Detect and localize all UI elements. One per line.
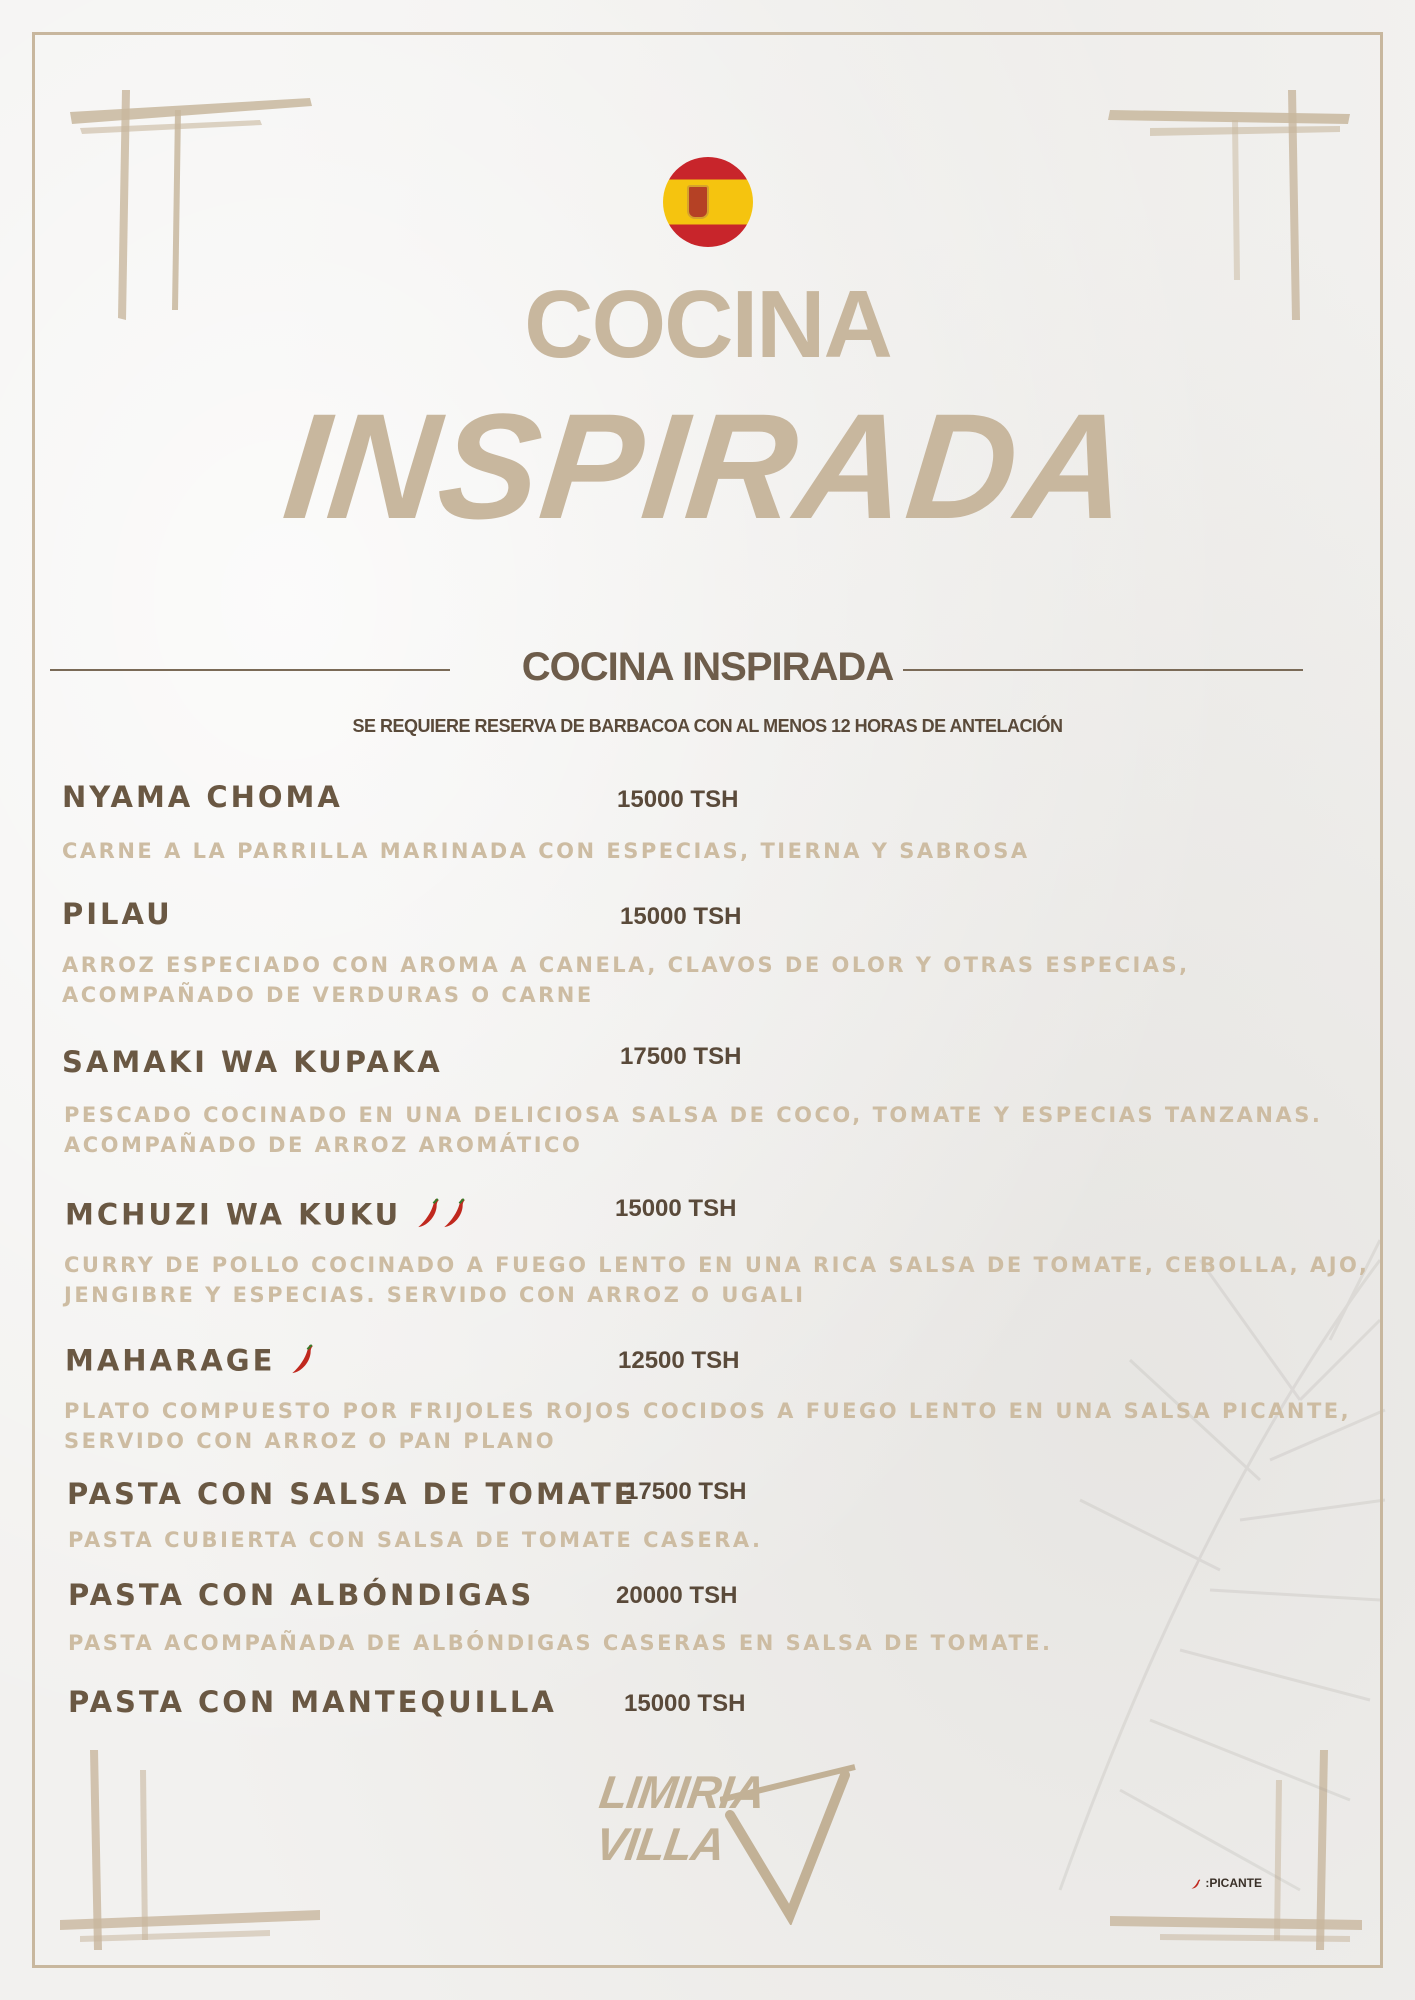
main-title-line1: COCINA xyxy=(524,271,891,378)
chili-pepper-icon xyxy=(289,1342,315,1376)
section-title: COCINA INSPIRADA xyxy=(521,645,894,689)
spain-flag-icon xyxy=(663,157,753,247)
menu-item-name xyxy=(68,1685,557,1719)
logo-text-line1: LIMIRIA xyxy=(596,1766,768,1818)
reservation-note: SE REQUIERE RESERVA DE BARBACOA CON AL MENOS 12 HORAS DE ANTELACIÓN xyxy=(352,716,1063,736)
menu-item-name-text: PILAU xyxy=(62,897,173,931)
coat-of-arms-icon xyxy=(687,185,709,219)
chili-pepper-icon xyxy=(415,1196,441,1230)
main-title-line2: INSPIRADA xyxy=(277,382,1138,550)
logo-text-line2: VILLA xyxy=(592,1818,728,1870)
menu-item-description: ACOMPAÑADO DE ARROZ AROMÁTICO xyxy=(64,1133,583,1157)
spicy-indicator xyxy=(415,1196,467,1237)
menu-item-description: CURRY DE POLLO COCINADO A FUEGO LENTO EN UNA RICA SALSA DE TOMATE, CEBOLLA, AJO, xyxy=(64,1253,1370,1277)
menu-item-price: 17500 TSH xyxy=(620,1043,742,1070)
menu-item-price: 12500 TSH xyxy=(618,1347,740,1374)
menu-item-name xyxy=(65,1196,467,1237)
menu-item-name xyxy=(67,1477,637,1511)
limiria-villa-logo xyxy=(590,1755,870,1925)
menu-item-description: ACOMPAÑADO DE VERDURAS O CARNE xyxy=(62,983,594,1007)
menu-item-description: PESCADO COCINADO EN UNA DELICIOSA SALSA DE COCO, TOMATE Y ESPECIAS TANZANAS. xyxy=(64,1103,1323,1127)
menu-item-price: 15000 TSH xyxy=(615,1195,737,1222)
menu-item-price: 15000 TSH xyxy=(617,786,739,813)
spicy-legend xyxy=(1190,1876,1262,1890)
menu-item-price: 15000 TSH xyxy=(624,1690,746,1717)
menu-item-name-text: SAMAKI WA KUPAKA xyxy=(62,1045,443,1079)
chili-pepper-icon xyxy=(441,1196,467,1230)
menu-item-description: CARNE A LA PARRILLA MARINADA CON ESPECIAS, TIERNA Y SABROSA xyxy=(62,839,1030,863)
logo-v-mark xyxy=(720,1755,860,1925)
menu-item-price: 17500 TSH xyxy=(625,1478,747,1505)
menu-item-name-text: PASTA CON SALSA DE TOMATE xyxy=(67,1477,637,1511)
menu-item-name xyxy=(65,1342,315,1383)
menu-item-name-text: PASTA CON ALBÓNDIGAS xyxy=(68,1578,535,1612)
menu-item-description: PASTA ACOMPAÑADA DE ALBÓNDIGAS CASERAS EN SALSA DE TOMATE. xyxy=(68,1631,1053,1655)
menu-item-description: PASTA CUBIERTA CON SALSA DE TOMATE CASERA. xyxy=(68,1528,763,1552)
menu-item-description: PLATO COMPUESTO POR FRIJOLES ROJOS COCIDOS A FUEGO LENTO EN UNA SALSA PICANTE, xyxy=(64,1399,1352,1423)
menu-item-name xyxy=(62,897,173,931)
spicy-indicator xyxy=(289,1342,315,1383)
menu-item-description: ARROZ ESPECIADO CON AROMA A CANELA, CLAVOS DE OLOR Y OTRAS ESPECIAS, xyxy=(62,953,1190,977)
menu-item-name xyxy=(68,1578,534,1612)
spicy-legend-label: :PICANTE xyxy=(1205,1876,1263,1890)
menu-item-price: 20000 TSH xyxy=(616,1582,738,1609)
menu-item-description: JENGIBRE Y ESPECIAS. SERVIDO CON ARROZ O UGALI xyxy=(64,1283,806,1307)
menu-item-description: SERVIDO CON ARROZ O PAN PLANO xyxy=(64,1429,557,1453)
menu-item-name-text: MAHARAGE xyxy=(65,1343,276,1378)
menu-item-name-text: PASTA CON MANTEQUILLA xyxy=(68,1685,557,1719)
chili-pepper-icon xyxy=(1190,1878,1202,1890)
menu-item-name xyxy=(62,780,343,814)
menu-item-price: 15000 TSH xyxy=(620,903,742,930)
menu-item-name-text: MCHUZI WA KUKU xyxy=(65,1197,402,1232)
menu-item-name-text: NYAMA CHOMA xyxy=(62,780,343,814)
menu-item-name xyxy=(62,1045,443,1079)
